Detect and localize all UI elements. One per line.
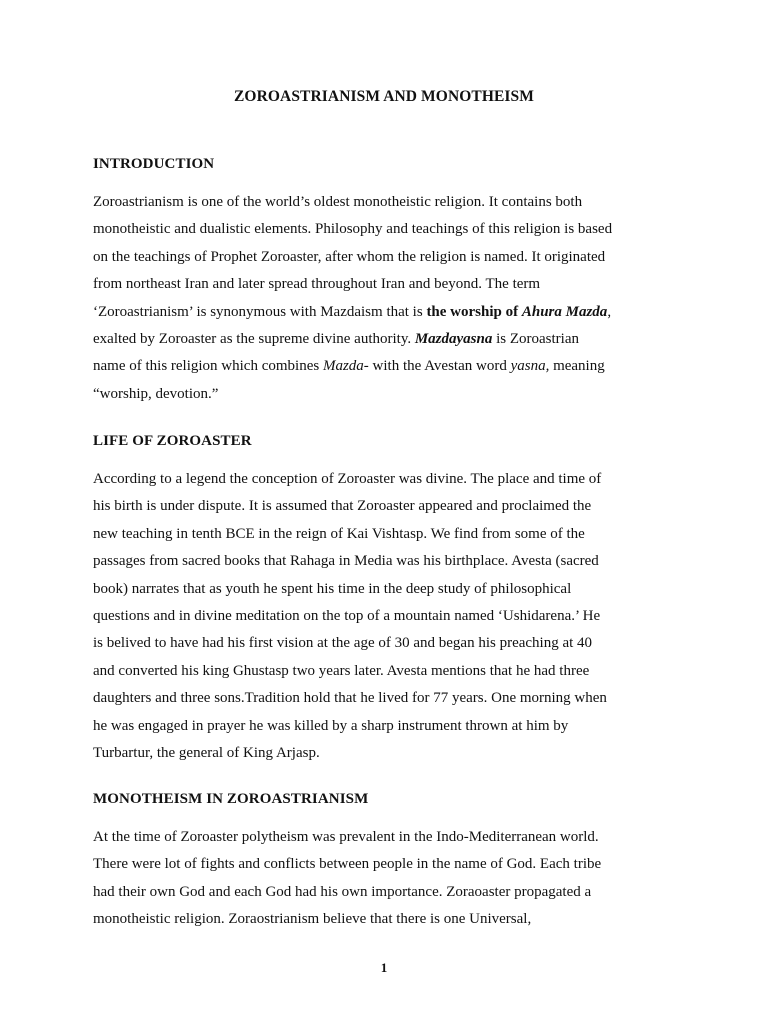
text-line: passages from sacred books that Rahaga in Media was his birthplace. Avesta (sacred xyxy=(93,553,599,570)
text-line: he was engaged in prayer he was killed by a sharp instrument thrown at him by xyxy=(93,717,569,734)
text-line xyxy=(93,299,693,326)
text-line: his birth is under dispute. It is assumed that Zoroaster appeared and proclaimed the xyxy=(93,498,592,515)
text-line: Turbartur, the general of King Arjasp. xyxy=(93,745,320,762)
text-line: from northeast Iran and later spread throughout Iran and beyond. The term xyxy=(93,276,541,293)
text-line: daughters and three sons.Tradition hold that he lived for 77 years. One morning when xyxy=(93,690,607,707)
text-line: new teaching in tenth BCE in the reign of Kai Vishtasp. We find from some of the xyxy=(93,525,585,542)
page-number: 1 xyxy=(380,960,388,975)
text-line: is belived to have had his first vision at the age of 30 and began his preaching at 40 xyxy=(93,635,593,652)
section-heading-introduction: INTRODUCTION xyxy=(93,156,215,172)
text-line: monotheistic religion. Zoraostrianism believe that there is one Universal, xyxy=(93,911,532,928)
text-line xyxy=(93,353,693,380)
text-run: exalted by Zoroaster as the supreme divine authority. xyxy=(93,331,415,348)
text-line: At the time of Zoroaster polytheism was prevalent in the Indo-Mediterranean world. xyxy=(93,829,599,845)
italic-text: Mazda- xyxy=(322,358,369,375)
text-line: questions and in divine meditation on the top of a mountain named ‘Ushidarena.’ He xyxy=(93,608,601,625)
text-line xyxy=(93,326,693,353)
italic-text: yasna, xyxy=(510,358,550,375)
text-line: on the teachings of Prophet Zoroaster, after whom the religion is named. It originated xyxy=(93,248,606,265)
text-line: and converted his king Ghustasp two years later. Avesta mentions that he had three xyxy=(93,662,590,679)
bold-text: the worship of xyxy=(426,303,522,320)
text-run: ‘Zoroastrianism’ is synonymous with Mazdaism that is xyxy=(93,303,427,320)
text-line: “worship, devotion.” xyxy=(93,385,219,402)
paragraph-introduction xyxy=(93,189,693,408)
text-run: is Zoroastrian xyxy=(492,331,580,348)
text-line: Zoroastrianism is one of the world’s oldest monotheistic religion. It contains both xyxy=(93,194,583,210)
text-line: According to a legend the conception of Zoroaster was divine. The place and time of xyxy=(93,471,602,487)
bold-italic-text: Ahura Mazda xyxy=(521,303,608,320)
text-run: , xyxy=(607,303,612,320)
text-run: with the Avestan word xyxy=(368,358,511,375)
paragraph-life xyxy=(93,466,693,767)
text-run: meaning xyxy=(549,358,605,375)
section-heading-life: LIFE OF ZOROASTER xyxy=(93,433,252,449)
document-title: ZOROASTRIANISM AND MONOTHEISM xyxy=(233,88,535,105)
text-run: name of this religion which combines xyxy=(93,358,323,375)
bold-italic-text: Mazdayasna xyxy=(414,331,493,348)
text-line: had their own God and each God had his own importance. Zoraoaster propagated a xyxy=(93,883,592,900)
text-line: book) narrates that as youth he spent his time in the deep study of philosophical xyxy=(93,580,572,597)
paragraph-monotheism xyxy=(93,824,693,934)
text-line: There were lot of fights and conflicts between people in the name of God. Each tribe xyxy=(93,856,602,873)
text-line: monotheistic and dualistic elements. Philosophy and teachings of this religion is based xyxy=(93,221,613,238)
section-heading-monotheism: MONOTHEISM IN ZOROASTRIANISM xyxy=(93,791,369,807)
